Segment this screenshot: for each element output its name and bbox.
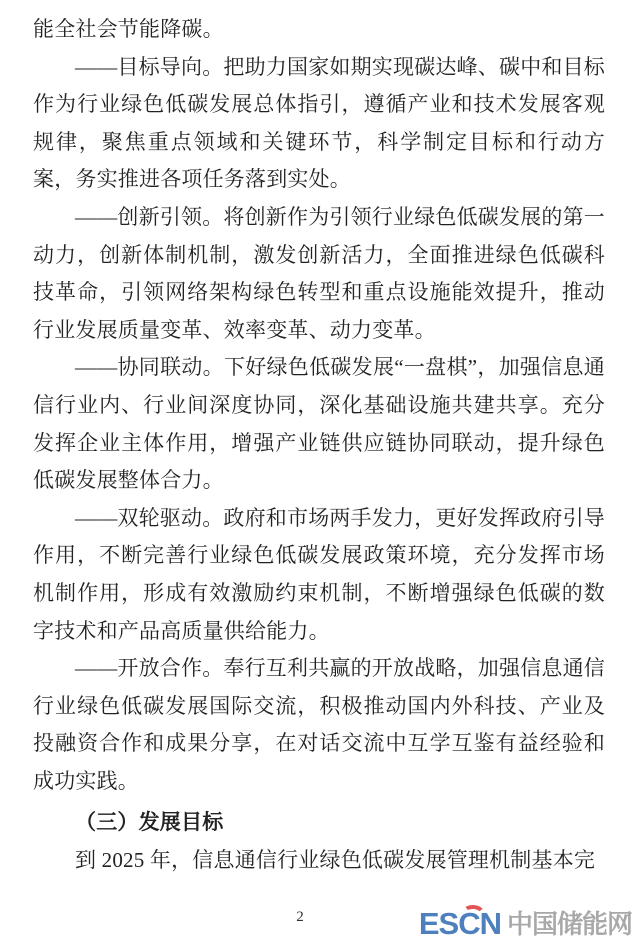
- escn-logo: [419, 908, 632, 939]
- escn-logo-text: ESCN: [418, 906, 501, 941]
- paragraph-innovation-leading: ——创新引领。将创新作为引领行业绿色低碳发展的第一动力，创新体制机制，激发创新活力，全面推进绿色低碳科技革命，引领网络架构绿色转型和重点设施能效提升，推动行业发展质量变革、效率变革、动力变革。: [33, 204, 605, 342]
- page-number: 2: [296, 909, 304, 925]
- paragraph-goal-orientation: ——目标导向。把助力国家如期实现碳达峰、碳中和目标作为行业绿色低碳发展总体指引，遵循产业和技术发展客观规律，聚焦重点领域和关键环节，科学制定目标和行动方案，务实推进各项任务落到实处。: [33, 54, 605, 192]
- paragraph-open-cooperation: ——开放合作。奉行互利共赢的开放战略，加强信息通信行业绿色低碳发展国际交流，积极推动国内外科技、产业及投融资合作和成果分享，在对话交流中互学互鉴有益经验和成功实践。: [33, 656, 605, 793]
- paragraph-dual-wheel-drive: ——双轮驱动。政府和市场两手发力，更好发挥政府引导作用，不断完善行业绿色低碳发展政策环境，充分发挥市场机制作用，形成有效激励约束机制，不断增强绿色低碳的数字技术和产品高质量供给能力。: [33, 505, 605, 643]
- escn-logo-chinese: 中国储能网: [506, 908, 632, 939]
- paragraph-2025-target: 到 2025 年，信息通信行业绿色低碳发展管理机制基本完: [75, 848, 596, 873]
- paragraph-coordinated-linkage: ——协同联动。下好绿色低碳发展“一盘棋”，加强信息通信行业内、行业间深度协同，深化基础设施共建共享。充分发挥企业主体作用，增强产业链供应链协同联动，提升绿色低碳发展整体合力。: [33, 355, 605, 493]
- section-heading-development-goals: （三）发展目标: [75, 810, 224, 835]
- paragraph-continuation: 能全社会节能降碳。: [33, 17, 224, 41]
